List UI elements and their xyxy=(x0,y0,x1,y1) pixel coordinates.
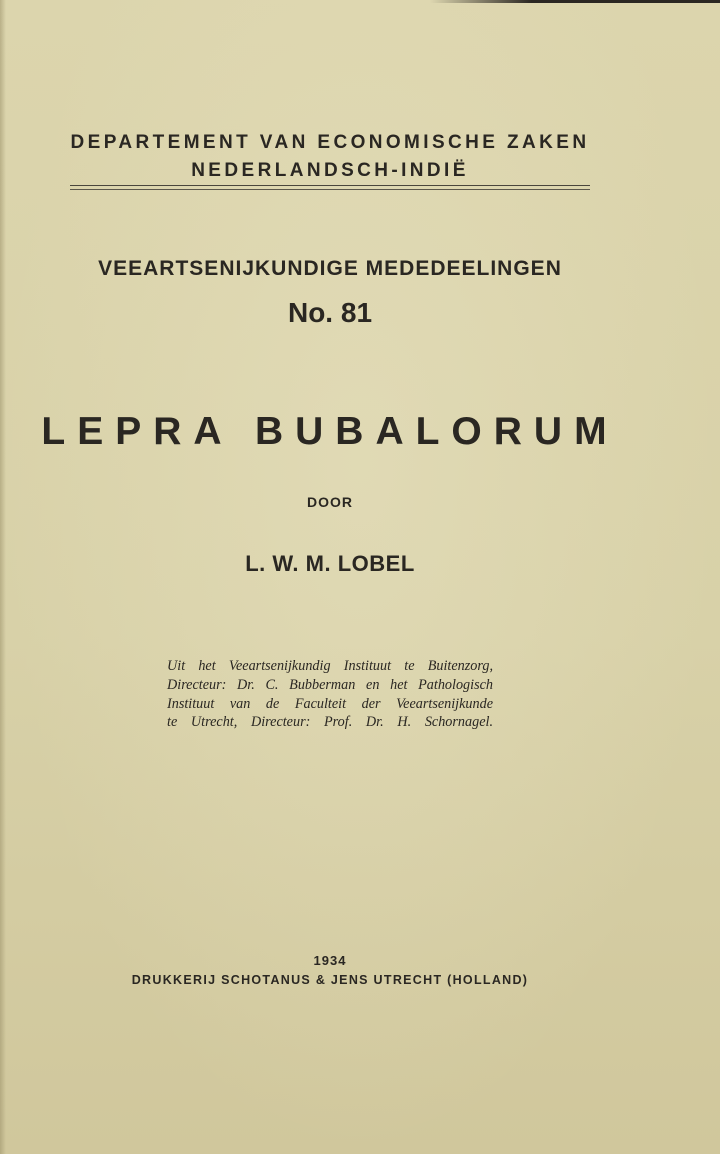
department-line-2: NEDERLANDSCH-INDIË xyxy=(191,160,469,181)
byline-door: DOOR xyxy=(307,494,353,510)
department-line-1: DEPARTEMENT VAN ECONOMISCHE ZAKEN xyxy=(70,132,590,153)
book-title: LEPRA BUBALORUM xyxy=(41,410,619,453)
double-rule-top xyxy=(70,185,590,186)
affiliation-note xyxy=(167,657,493,732)
printer-imprint: DRUKKERIJ SCHOTANUS & JENS UTRECHT (HOLLAND) xyxy=(131,973,529,987)
publication-year: 1934 xyxy=(313,953,347,968)
affiliation-line: Uit het Veeartsenijkundig Instituut te Buitenzorg, xyxy=(167,658,493,674)
double-rule-bottom xyxy=(70,189,590,190)
series-number: No. 81 xyxy=(287,297,373,328)
affiliation-line: Directeur: Dr. C. Bubberman en het Pathologisch xyxy=(167,676,493,693)
series-name: VEEARTSENIJKUNDIGE MEDEDEELINGEN xyxy=(98,257,562,280)
affiliation-line: te Utrecht, Directeur: Prof. Dr. H. Schornagel. xyxy=(167,714,493,731)
page-edge-shadow xyxy=(430,0,720,3)
author-name: L. W. M. LOBEL xyxy=(245,551,415,576)
affiliation-line: Instituut van de Faculteit der Veeartsenijkunde xyxy=(167,695,493,712)
